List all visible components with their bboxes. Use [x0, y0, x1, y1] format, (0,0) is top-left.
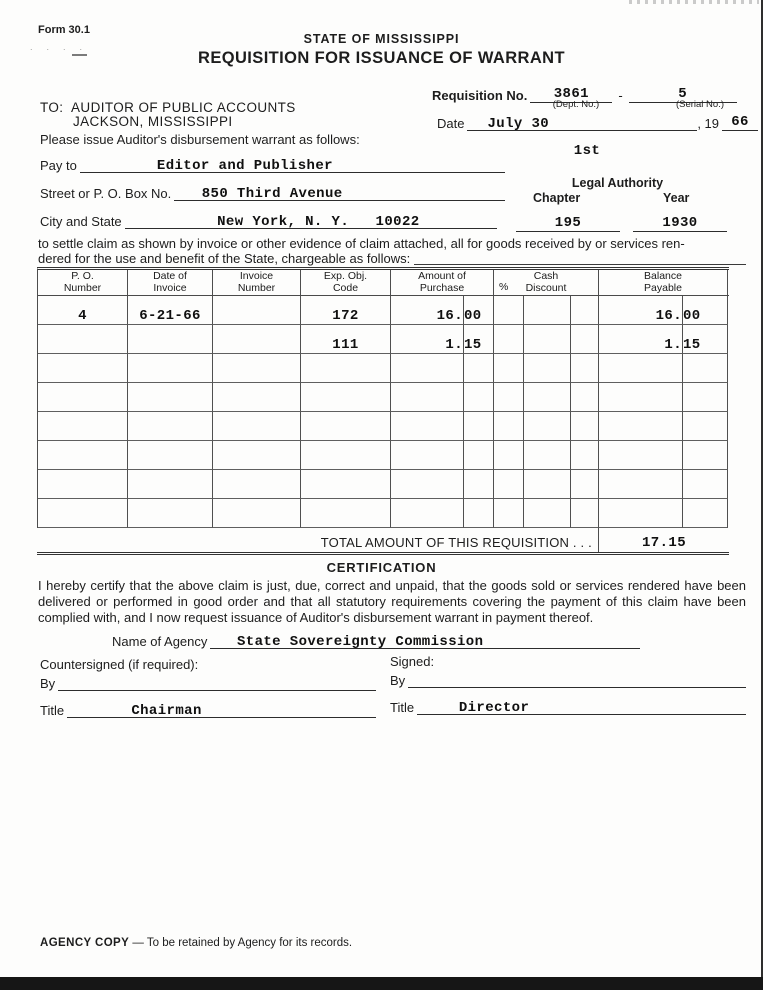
cell-invoice-date: [128, 325, 213, 354]
header-percent: %: [499, 281, 509, 294]
year-prefix: , 19: [697, 116, 719, 131]
cell-percent: [494, 325, 524, 354]
cell-empty: [391, 499, 464, 528]
city-state-label: City and State: [40, 214, 122, 229]
cell-empty: [683, 383, 728, 412]
cell-balance-cents: 15: [683, 325, 728, 354]
cell-empty: [213, 354, 301, 383]
claim-clause: [38, 236, 746, 267]
cell-empty: [571, 354, 599, 383]
pay-to-value: Editor and Publisher: [156, 158, 333, 174]
cell-empty: [213, 499, 301, 528]
cell-amount-cents: 15: [464, 325, 494, 354]
agency-label: Name of Agency: [112, 634, 208, 649]
cell-empty: [38, 412, 128, 441]
date-row: [437, 112, 758, 131]
cell-empty: [391, 354, 464, 383]
cell-amount-dollars: 1.: [391, 325, 464, 354]
cell-empty: [301, 354, 391, 383]
agency-row: [112, 632, 640, 649]
legal-authority-title: Legal Authority: [571, 176, 664, 190]
cell-empty: [599, 412, 683, 441]
year-authority-value: 1930: [662, 215, 698, 231]
cell-empty: [128, 499, 213, 528]
claim-clause-line2: dered for the use and benefit of the State, chargeable as follows:: [38, 251, 411, 267]
dept-no-caption: (Dept. No.): [552, 99, 600, 110]
header-invoice-number: Invoice Number: [213, 270, 301, 295]
cell-empty: [301, 412, 391, 441]
city-state-row: [40, 212, 497, 229]
chapter-field: [516, 213, 620, 232]
total-label: TOTAL AMOUNT OF THIS REQUISITION . . .: [37, 528, 599, 552]
cell-empty: [524, 499, 571, 528]
cell-empty: [391, 383, 464, 412]
date-field: [467, 114, 697, 131]
cell-empty: [494, 354, 524, 383]
signed-by-row: [390, 671, 746, 688]
footer-copy-text: — To be retained by Agency for its records.: [129, 937, 353, 949]
legal-authority-block: [505, 176, 730, 231]
by-label: By: [40, 676, 56, 691]
cell-empty: [128, 441, 213, 470]
cell-invoice-date: 6-21-66: [128, 296, 213, 325]
issue-instruction: Please issue Auditor's disbursement warrant as follows:: [40, 132, 360, 147]
pay-to-label: Pay to: [40, 158, 77, 173]
cell-empty: [494, 412, 524, 441]
cell-empty: [464, 354, 494, 383]
installment-value: 1st: [573, 143, 601, 159]
form-number: Form 30.1: [38, 24, 90, 36]
cell-empty: [524, 470, 571, 499]
cell-invoice-no: [213, 296, 301, 325]
title-label: Title: [40, 703, 65, 718]
cell-empty: [464, 499, 494, 528]
cell-empty: [464, 441, 494, 470]
addressee-line2: JACKSON, MISSISSIPPI: [73, 114, 233, 129]
cell-empty: [38, 354, 128, 383]
cell-empty: [301, 441, 391, 470]
cell-empty: [301, 470, 391, 499]
countersign-title-value: Chairman: [131, 703, 202, 719]
header-cash-discount: [494, 270, 599, 295]
cell-empty: [571, 441, 599, 470]
cell-empty: [301, 383, 391, 412]
date-value: July 30: [487, 116, 550, 132]
cell-empty: [494, 383, 524, 412]
cell-empty: [38, 383, 128, 412]
header-discount-text: Cash Discount: [525, 269, 567, 294]
cell-empty: [524, 412, 571, 441]
cell-empty: [599, 470, 683, 499]
cell-empty: [464, 412, 494, 441]
signed-by-field: [408, 671, 746, 688]
table-body: [38, 296, 729, 528]
header-balance-payable: Balance Payable: [599, 270, 728, 295]
cell-balance-dollars: 16.: [599, 296, 683, 325]
pay-to-field: [80, 156, 505, 173]
cell-balance-cents: 00: [683, 296, 728, 325]
cell-discount-dollars: [524, 325, 571, 354]
city-state-field: [125, 212, 497, 229]
cell-empty: [38, 441, 128, 470]
street-row: [40, 184, 505, 201]
cell-empty: [599, 441, 683, 470]
cell-empty: [494, 499, 524, 528]
certification-body: I hereby certify that the above claim is just, due, correct and unpaid, that the goods sold or services rendered have been delivered or performed in good order and that all statutory requirements covering the payment of this claim have been complied with, and I now request issuance of Auditor's disbursement warrant in payment thereof.: [38, 578, 746, 625]
cell-empty: [683, 354, 728, 383]
title-label: Title: [390, 700, 415, 715]
cell-empty: [128, 470, 213, 499]
cell-empty: [571, 383, 599, 412]
header-invoice-date: Date of Invoice: [128, 270, 213, 295]
cell-invoice-no: [213, 325, 301, 354]
date-label: Date: [437, 116, 465, 131]
state-title: STATE OF MISSISSIPPI: [303, 32, 460, 46]
requisition-number-dash: -: [618, 88, 623, 103]
cell-empty: [38, 470, 128, 499]
cell-empty: [213, 383, 301, 412]
chapter-value: 195: [554, 215, 582, 231]
scan-bottom-bar: [0, 977, 763, 990]
chapter-label: Chapter: [533, 191, 581, 205]
countersigned-label: Countersigned (if required):: [40, 657, 199, 672]
table-header-row: [38, 270, 729, 296]
year-value: 66: [731, 114, 749, 130]
year-field: [722, 112, 758, 131]
agency-field: [210, 632, 640, 649]
cell-empty: [524, 441, 571, 470]
clause-trailing-rule: [414, 264, 746, 265]
cell-empty: [683, 470, 728, 499]
countersign-by-row: [40, 674, 376, 691]
dept-no-value: 3861: [553, 86, 589, 102]
cell-empty: [571, 499, 599, 528]
city-state-value: New York, N. Y. 10022: [217, 214, 420, 230]
cell-empty: [524, 354, 571, 383]
cell-empty: [213, 470, 301, 499]
cell-empty: [599, 354, 683, 383]
street-field: [174, 184, 505, 201]
cell-empty: [391, 412, 464, 441]
cell-empty: [301, 499, 391, 528]
cell-po: 4: [38, 296, 128, 325]
footer-note: [40, 937, 352, 949]
cell-empty: [494, 470, 524, 499]
cell-empty: [524, 383, 571, 412]
cell-empty: [571, 412, 599, 441]
cell-amount-dollars: 16.: [391, 296, 464, 325]
by-label: By: [390, 673, 406, 688]
cell-exp-obj: 172: [301, 296, 391, 325]
serial-no-value: 5: [678, 86, 688, 102]
pay-to-row: [40, 156, 505, 173]
signed-title-value: Director: [458, 700, 530, 716]
cell-empty: [599, 499, 683, 528]
cell-empty: [494, 441, 524, 470]
header-amount: Amount of Purchase: [391, 270, 494, 295]
cell-discount-cents: [571, 296, 599, 325]
year-authority-field: [633, 213, 727, 232]
header-exp-obj-code: Exp. Obj. Code: [301, 270, 391, 295]
cell-empty: [683, 441, 728, 470]
requisition-table: [37, 267, 729, 555]
table-total-row: [37, 528, 729, 555]
addressee-line1: TO: AUDITOR OF PUBLIC ACCOUNTS: [40, 100, 296, 115]
cell-empty: [683, 412, 728, 441]
cell-empty: [128, 383, 213, 412]
signed-title-row: [390, 698, 746, 715]
cell-empty: [128, 412, 213, 441]
claim-clause-line1: to settle claim as shown by invoice or other evidence of claim attached, all for goods received by or services ren-: [38, 236, 685, 251]
scan-artifact-dots: . . . .: [30, 42, 86, 52]
year-column-label: Year: [663, 191, 690, 205]
cell-percent: [494, 296, 524, 325]
countersign-title-field: [67, 701, 376, 718]
cell-empty: [464, 470, 494, 499]
cell-empty: [599, 383, 683, 412]
cell-empty: [391, 470, 464, 499]
street-value: 850 Third Avenue: [201, 186, 343, 202]
header-po-number: P. O. Number: [38, 270, 128, 295]
cell-empty: [464, 383, 494, 412]
footer-copy-label: AGENCY COPY: [40, 937, 130, 949]
agency-value: State Sovereignty Commission: [236, 634, 484, 650]
cell-empty: [683, 499, 728, 528]
cell-empty: [213, 412, 301, 441]
cell-discount-dollars: [524, 296, 571, 325]
certification-title: CERTIFICATION: [326, 560, 437, 575]
cell-exp-obj: 111: [301, 325, 391, 354]
cell-discount-cents: [571, 325, 599, 354]
scan-noise: [629, 0, 759, 4]
cell-empty: [391, 441, 464, 470]
cell-po: [38, 325, 128, 354]
street-label: Street or P. O. Box No.: [40, 186, 172, 201]
cell-empty: [128, 354, 213, 383]
cell-empty: [213, 441, 301, 470]
total-value: 17.15: [641, 535, 686, 551]
countersign-title-row: [40, 701, 376, 718]
cell-amount-cents: 00: [464, 296, 494, 325]
requisition-number-label: Requisition No.: [432, 88, 528, 103]
countersign-by-field: [58, 674, 376, 691]
cell-empty: [571, 470, 599, 499]
cell-balance-dollars: 1.: [599, 325, 683, 354]
cell-empty: [38, 499, 128, 528]
signed-title-field: [417, 698, 746, 715]
signed-label: Signed:: [390, 654, 435, 669]
serial-no-caption: (Serial No.): [675, 99, 725, 110]
form-title: REQUISITION FOR ISSUANCE OF WARRANT: [198, 49, 565, 67]
